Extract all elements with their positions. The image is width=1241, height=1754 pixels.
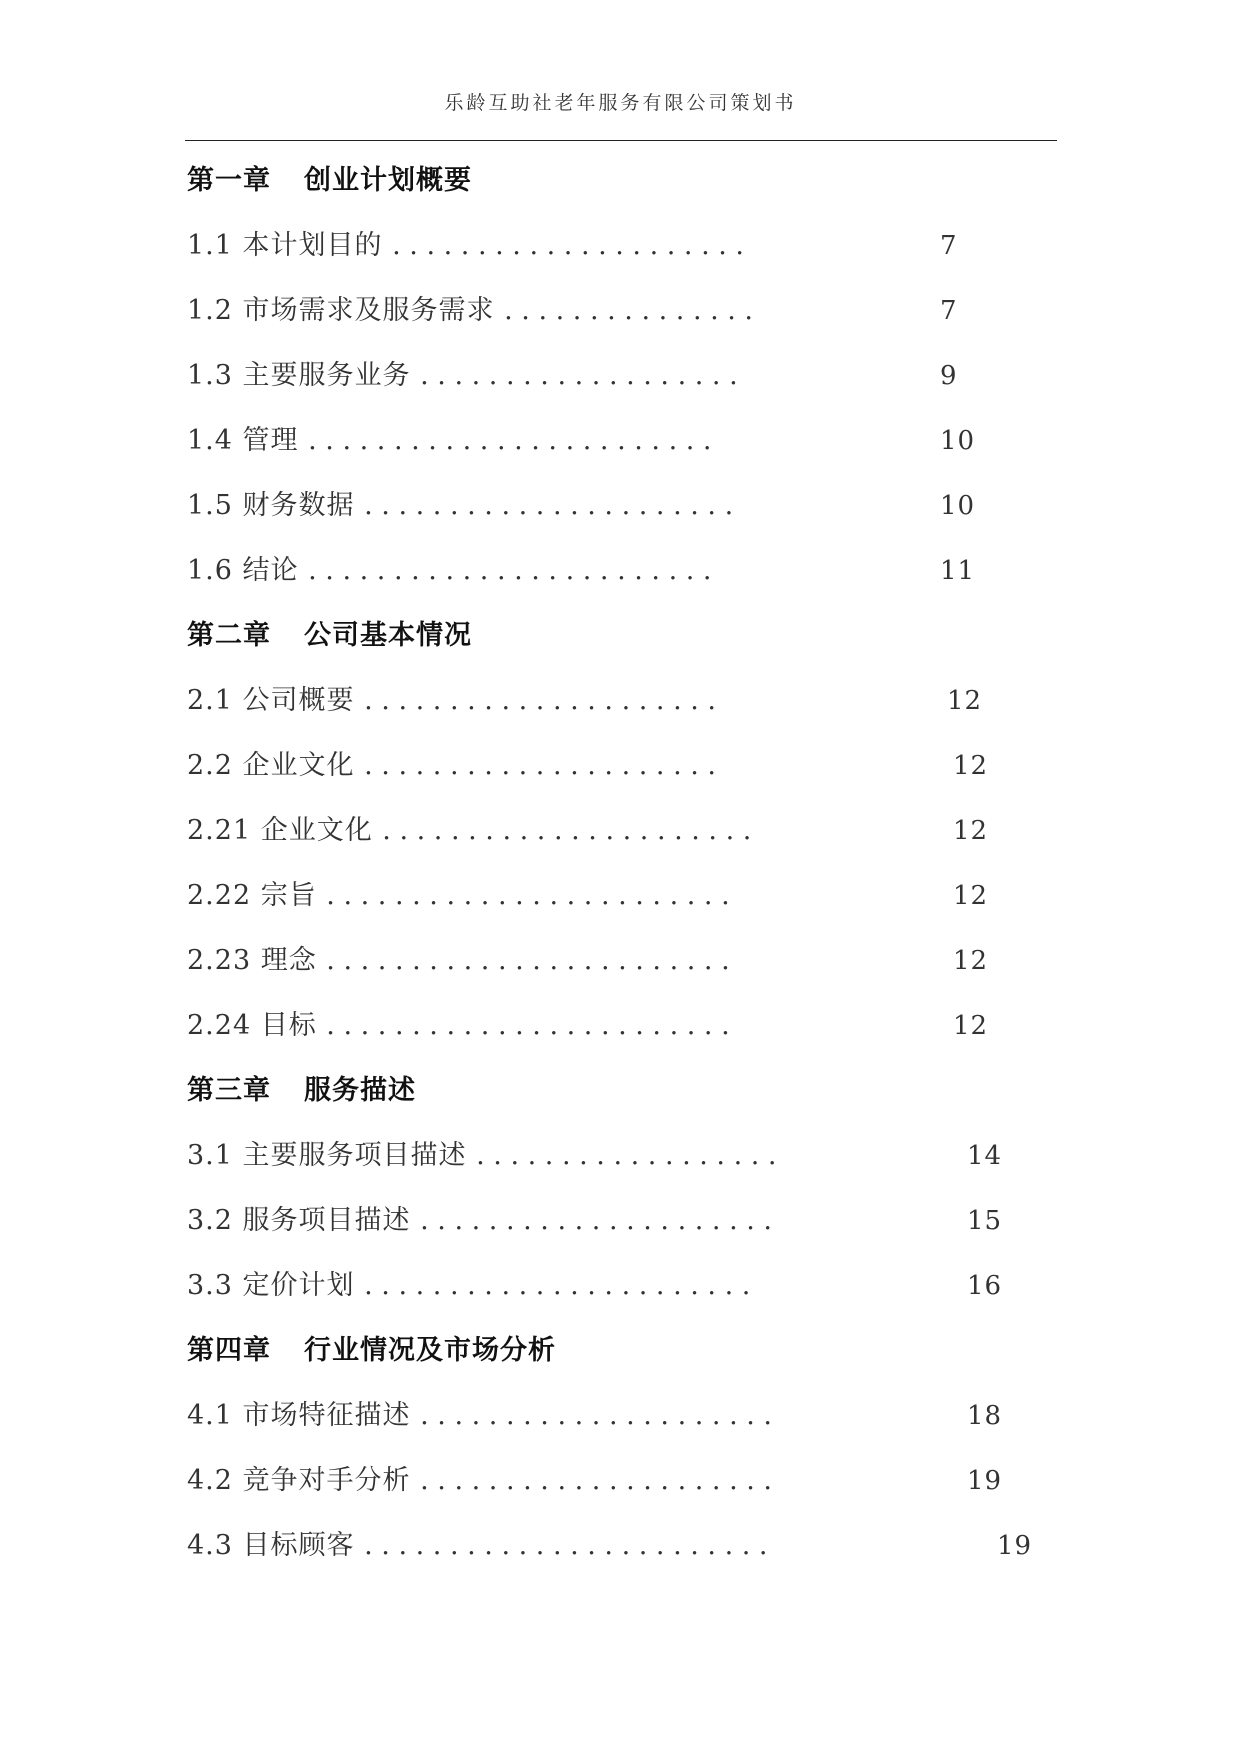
leader-dots: . . . . . . . . . . . . . . . (504, 295, 754, 326)
page-number: 12 (953, 816, 989, 846)
entry-label: 2.22 宗旨 (187, 880, 317, 911)
page-number: 12 (947, 686, 983, 716)
chapter-number: 第三章 (187, 1075, 271, 1106)
toc-entry-2-2[interactable] (187, 746, 989, 786)
toc-entry-2-24[interactable] (187, 1006, 989, 1046)
toc-entry-4-1[interactable] (187, 1396, 1003, 1436)
entry-label: 2.23 理念 (187, 945, 317, 976)
toc-entry-3-2[interactable] (187, 1201, 1003, 1241)
entry-label: 3.2 服务项目描述 (187, 1205, 411, 1236)
toc-entry-1-1[interactable] (187, 226, 958, 266)
toc-entry-2-22[interactable] (187, 876, 989, 916)
toc-entry-1-2[interactable] (187, 291, 958, 331)
entry-label: 1.5 财务数据 (187, 490, 355, 521)
entry-label: 2.21 企业文化 (187, 815, 373, 846)
leader-dots: . . . . . . . . . . . . . . . . . . . . . . . . (326, 880, 730, 911)
toc-entry-1-3[interactable] (187, 356, 958, 396)
page-number: 9 (940, 361, 958, 391)
entry-label: 4.1 市场特征描述 (187, 1400, 411, 1431)
leader-dots: . . . . . . . . . . . . . . . . . . . . . . . . (308, 425, 712, 456)
toc-chapter-3[interactable] (187, 1071, 416, 1111)
entry-label: 1.2 市场需求及服务需求 (187, 295, 495, 326)
entry-label: 2.2 企业文化 (187, 750, 355, 781)
entry-label: 4.2 竞争对手分析 (187, 1465, 411, 1496)
page-number: 12 (953, 946, 989, 976)
leader-dots: . . . . . . . . . . . . . . . . . . . . . (364, 750, 717, 781)
entry-label: 4.3 目标顾客 (187, 1530, 355, 1561)
toc-entry-2-1[interactable] (187, 681, 983, 721)
toc-entry-4-3[interactable] (187, 1526, 1033, 1566)
toc-entry-2-21[interactable] (187, 811, 989, 851)
toc-entry-3-1[interactable] (187, 1136, 1003, 1176)
entry-label: 2.1 公司概要 (187, 685, 355, 716)
page-number: 7 (940, 296, 958, 326)
entry-label: 2.24 目标 (187, 1010, 317, 1041)
entry-label: 1.3 主要服务业务 (187, 360, 411, 391)
leader-dots: . . . . . . . . . . . . . . . . . . . . . (364, 685, 717, 716)
entry-label: 3.3 定价计划 (187, 1270, 355, 1301)
chapter-title: 服务描述 (304, 1075, 416, 1106)
toc-entry-4-2[interactable] (187, 1461, 1003, 1501)
leader-dots: . . . . . . . . . . . . . . . . . . . . . . . (364, 1270, 751, 1301)
toc-entry-1-4[interactable] (187, 421, 976, 461)
chapter-title: 创业计划概要 (304, 165, 472, 196)
chapter-title: 行业情况及市场分析 (304, 1335, 556, 1366)
toc-entry-1-6[interactable] (187, 551, 976, 591)
entry-label: 1.1 本计划目的 (187, 230, 383, 261)
leader-dots: . . . . . . . . . . . . . . . . . . . . . (392, 230, 745, 261)
chapter-number: 第四章 (187, 1335, 271, 1366)
toc-entry-1-5[interactable] (187, 486, 976, 526)
toc-chapter-2[interactable] (187, 616, 472, 656)
page-number: 10 (940, 426, 976, 456)
page-number: 11 (940, 556, 976, 586)
page-number: 12 (953, 881, 989, 911)
leader-dots: . . . . . . . . . . . . . . . . . . . . . (420, 1205, 773, 1236)
leader-dots: . . . . . . . . . . . . . . . . . . (476, 1140, 777, 1171)
entry-label: 1.4 管理 (187, 425, 299, 456)
page-number: 19 (997, 1531, 1033, 1561)
page-number: 19 (967, 1466, 1003, 1496)
chapter-number: 第二章 (187, 620, 271, 651)
entry-label: 3.1 主要服务项目描述 (187, 1140, 467, 1171)
toc-entry-2-23[interactable] (187, 941, 989, 981)
leader-dots: . . . . . . . . . . . . . . . . . . . . . . (382, 815, 752, 846)
chapter-number: 第一章 (187, 165, 271, 196)
page-number: 18 (967, 1401, 1003, 1431)
leader-dots: . . . . . . . . . . . . . . . . . . . (420, 360, 738, 391)
leader-dots: . . . . . . . . . . . . . . . . . . . . . . . . (308, 555, 712, 586)
leader-dots: . . . . . . . . . . . . . . . . . . . . . (420, 1465, 773, 1496)
page-number: 12 (953, 1011, 989, 1041)
leader-dots: . . . . . . . . . . . . . . . . . . . . . . . . (364, 1530, 768, 1561)
page-number: 12 (953, 751, 989, 781)
toc-chapter-1[interactable] (187, 161, 472, 201)
page-header: 乐龄互助社老年服务有限公司策划书 (444, 92, 797, 114)
page-number: 10 (940, 491, 976, 521)
page-number: 15 (967, 1206, 1003, 1236)
leader-dots: . . . . . . . . . . . . . . . . . . . . . . (364, 490, 734, 521)
leader-dots: . . . . . . . . . . . . . . . . . . . . . (420, 1400, 773, 1431)
page-number: 14 (967, 1141, 1003, 1171)
leader-dots: . . . . . . . . . . . . . . . . . . . . . . . . (326, 1010, 730, 1041)
page-number: 16 (967, 1271, 1003, 1301)
page-number: 7 (940, 231, 958, 261)
chapter-title: 公司基本情况 (304, 620, 472, 651)
toc-chapter-4[interactable] (187, 1331, 556, 1371)
entry-label: 1.6 结论 (187, 555, 299, 586)
leader-dots: . . . . . . . . . . . . . . . . . . . . . . . . (326, 945, 730, 976)
toc-entry-3-3[interactable] (187, 1266, 1003, 1306)
